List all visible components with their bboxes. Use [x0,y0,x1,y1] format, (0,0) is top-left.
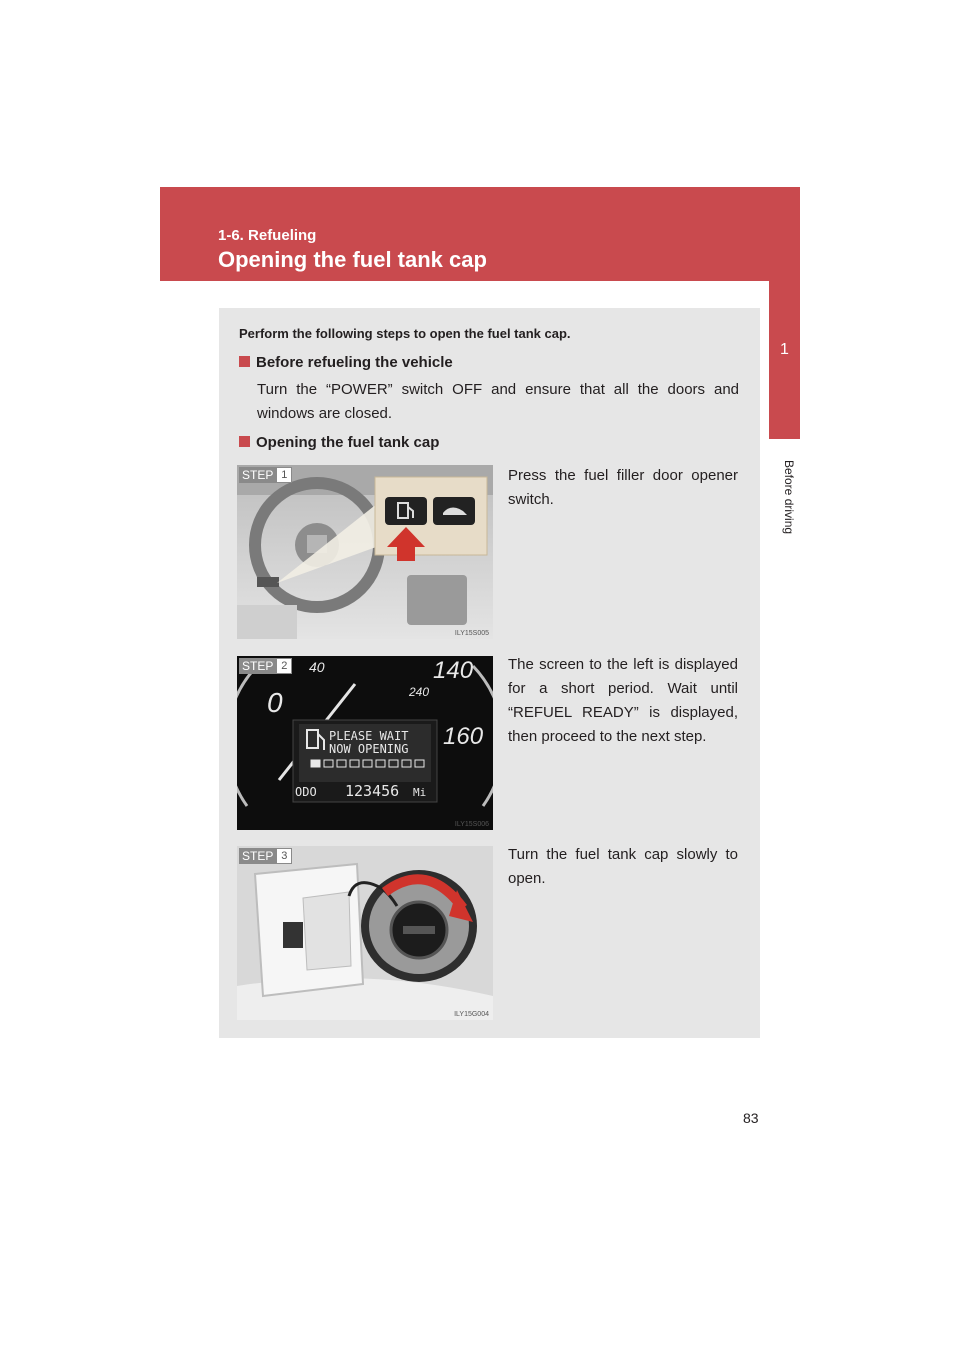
dashboard-illustration [237,465,493,639]
step-2-text: The screen to the left is displayed for a short period. Wait until “REFUEL READY” is displayed, then proceed to the next step. [508,656,738,745]
content-panel [219,308,760,1038]
subheading-text: Opening the fuel tank cap [256,434,440,451]
page-number: 83 [743,1110,759,1126]
chapter-number: 1 [780,341,789,358]
figure-code: ILY15S005 [454,630,489,637]
page-title: Opening the fuel tank cap [218,247,487,272]
svg-text:240: 240 [409,685,430,699]
subheading-text: Before refueling the vehicle [256,354,453,371]
svg-text:160: 160 [443,723,484,750]
intro-text: Perform the following steps to open the fuel tank cap. [239,326,571,341]
subheading-opening-cap [239,434,439,451]
step-badge: STEP 3 [239,848,292,864]
step-2-figure [237,656,493,830]
subheading-before-refueling [239,354,453,371]
svg-text:ODO: ODO [295,785,317,799]
chapter-tab [769,281,800,439]
svg-text:NOW OPENING: NOW OPENING [329,742,409,756]
instrument-display-illustration [237,656,493,830]
fuel-cap-illustration [237,846,493,1020]
step-1-figure [237,465,493,639]
section-header [160,187,800,281]
svg-text:40: 40 [309,659,325,675]
svg-text:PLEASE WAIT: PLEASE WAIT [329,729,409,743]
step-badge: STEP 1 [239,467,292,483]
svg-text:Mi: Mi [413,786,427,799]
svg-text:140: 140 [433,657,474,684]
square-bullet-icon [239,436,250,447]
section-label: 1-6. Refueling [218,227,317,244]
step-3-text: Turn the fuel tank cap slowly to open. [508,846,738,887]
svg-text:123456: 123456 [345,782,400,800]
step-1-text: Press the fuel filler door opener switch. [508,467,738,508]
step-badge: STEP 2 [239,658,292,674]
svg-text:0: 0 [267,687,283,718]
before-refueling-text: Turn the “POWER” switch OFF and ensure that all the doors and windows are closed. [257,381,739,422]
chapter-label: Before driving [782,460,796,535]
step-3-figure [237,846,493,1020]
square-bullet-icon [239,356,250,367]
figure-code: ILY15S006 [454,821,489,828]
figure-code: ILY15G004 [454,1011,489,1018]
